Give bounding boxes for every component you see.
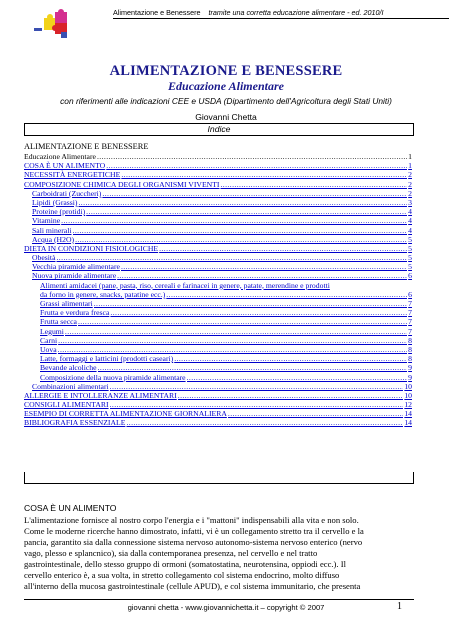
toc-leader-dots [98,363,408,372]
toc-entry[interactable] [24,363,412,372]
toc-entry-page: 8 [408,344,412,354]
document-title: ALIMENTAZIONE E BENESSERE [109,63,343,79]
toc-entry-label: Latte, formaggi e latticini (prodotti caseari) [40,354,174,364]
toc-entry[interactable] [24,336,412,345]
toc-entry-label: Uova [40,344,57,354]
toc-entry-label: Bevande alcoliche [40,363,97,373]
toc-entry-label: Vitamine [32,216,61,226]
body-line: vago, plesso e splancnico), sia dalla contemporanea presenza, nel cervello e nel tratto [24,548,318,558]
toc-leader-dots [58,345,408,354]
toc-entry-page: 9 [408,363,412,373]
toc-entry-label: da forno in genere, snacks, patatine ecc.) [40,289,166,299]
toc-leader-dots [56,253,407,262]
toc-leader-dots [110,400,404,409]
toc-leader-dots [78,198,407,207]
footer-divider [24,599,414,600]
toc-entry[interactable] [24,189,412,198]
document-author: Giovanni Chetta [195,112,257,122]
toc-entry[interactable] [24,262,412,271]
toc-entry-label: Nuova piramide alimentare [32,271,117,281]
toc-entry-page: 7 [408,299,412,308]
toc-entry[interactable] [24,216,412,225]
toc-leader-dots [102,189,407,198]
toc-entry-label: NECESSITÀ ENERGETICHE [24,170,121,180]
toc-leader-dots [121,262,407,271]
toc-entry[interactable] [24,244,412,253]
toc-entry-page: 14 [404,418,412,428]
toc-entry-page: 3 [408,197,412,207]
toc-leader-dots [159,244,407,253]
toc-entry-page: 8 [408,335,412,345]
toc-leader-dots [121,170,407,179]
toc-leader-dots [117,271,407,280]
toc-entry-page: 4 [408,216,412,226]
toc-leader-dots [97,152,407,161]
toc-entry[interactable] [24,327,412,336]
page-number: 1 [397,601,402,612]
toc-entry-page: 8 [408,354,412,364]
toc-entry-label: Proteine (protidi) [32,207,86,217]
toc-entry-page: 1 [408,161,412,171]
body-line: cervello enterico è, a sua volta, in stretto collegamento col sistema endocrino, molto diffuso [24,570,340,580]
toc-entry[interactable] [24,354,412,363]
toc-entry[interactable] [24,281,412,290]
body-line: all'interno della mucosa gastrointestinale (cellule APUD), e col sistema immunitario, che presenta [24,581,361,591]
toc-leader-dots [174,354,407,363]
toc-entry-page: 5 [408,243,412,253]
toc-entry-page: 10 [404,390,412,400]
toc-entry-page: 6 [408,289,412,299]
header-subtitle: tramite una corretta educazione alimentare - ed. 2010/I [208,8,384,17]
toc-entry-label: Grassi alimentari [40,299,93,308]
toc-entry-page: 4 [408,225,412,235]
toc-entry[interactable] [24,198,412,207]
toc-entry[interactable] [24,161,412,170]
toc-entry[interactable] [24,409,412,418]
body-line: Come le moderne ricerche hanno dimostrato, infatti, vi è un collegamento stretto tra il cervello e la [24,526,364,536]
toc-entry-page: 7 [408,317,412,327]
puzzle-logo-icon [31,8,73,42]
header-title: Alimentazione e Benessere [113,8,201,17]
toc-entry-page: 5 [408,262,412,272]
toc-leader-dots [126,418,403,427]
toc-entry-page: 9 [408,372,412,382]
document-references: con riferimenti alle indicazioni CEE e USDA (Dipartimento dell'Agricoltura degli Stati Uniti) [60,96,392,106]
toc-leader-dots [178,391,404,400]
toc-entry[interactable] [24,345,412,354]
toc-entry-label: ESEMPIO DI CORRETTA ALIMENTAZIONE GIORNALIERA [24,409,227,419]
toc-entry[interactable] [24,207,412,216]
toc-entry-page: 1 [408,152,412,161]
toc-entry[interactable] [24,253,412,262]
toc-entry-label: Composizione della nuova piramide alimentare [40,372,186,382]
toc-entry-label: COMPOSIZIONE CHIMICA DEGLI ORGANISMI VIVENTI [24,179,220,189]
toc-entry[interactable] [24,290,412,299]
toc-entry[interactable] [24,271,412,280]
toc-entry[interactable] [24,400,412,409]
toc-entry[interactable] [24,226,412,235]
toc-entry[interactable] [24,382,412,391]
toc-entry-page: 14 [404,409,412,419]
toc-entry[interactable] [24,373,412,382]
section-body [24,515,416,592]
document-subtitle: Educazione Alimentare [168,79,284,93]
toc-entry-label: Frutta secca [40,317,77,327]
toc-entry-page: 7 [408,308,412,318]
toc-entry-label: Vecchia piramide alimentare [32,262,120,272]
toc-entry-label: COSA È UN ALIMENTO [24,161,106,171]
toc-leader-dots [187,373,408,382]
toc-leader-dots [166,290,407,299]
toc-entry-page: 5 [408,234,412,244]
toc-entry-page: 2 [408,170,412,180]
toc-entry[interactable] [24,180,412,189]
toc-entry-label: BIBLIOGRAFIA ESSENZIALE [24,418,126,428]
toc-leader-dots [75,235,407,244]
body-line: gastrointestinale, dello stesso gruppo di ormoni (somatostatina, neurotensina, oppiodi ecc.). Il [24,559,346,569]
toc-entry-label: ALLERGIE E INTOLLERANZE ALIMENTARI [24,390,177,400]
toc-entry-label: Combinazioni alimentari [32,381,109,391]
toc-entry-label: Carni [40,335,58,345]
toc-leader-dots [58,336,407,345]
toc-entry[interactable] [24,235,412,244]
toc-entry-label: Educazione Alimentare [24,152,96,161]
toc-entry-page: 4 [408,207,412,217]
toc-entry-page: 5 [408,253,412,263]
toc-entry-page: 10 [404,381,412,391]
toc-entry-label: Carboidrati (Zuccheri) [32,188,102,198]
toc-entry-label: DIETA IN CONDIZIONI FISIOLOGICHE [24,243,159,253]
toc-entry-page: 7 [408,326,412,336]
footer-text: giovanni chetta - www.giovannichetta.it – copyright © 2007 [127,603,325,612]
toc-leader-dots [94,299,407,308]
toc-entry-label: Acqua (H2O) [32,234,75,244]
toc-entry-page: 2 [408,188,412,198]
toc-leader-dots [106,161,407,170]
toc-leader-dots [110,308,407,317]
toc-entry-page: 2 [408,179,412,189]
toc-leader-dots [110,382,404,391]
toc-entry[interactable] [24,317,412,326]
toc-entry-label: Sali minerali [32,225,72,235]
index-label: Indice [24,123,414,136]
toc-entry[interactable] [24,391,412,400]
toc-entry-page: 6 [408,271,412,281]
section-title: COSA È UN ALIMENTO [24,503,117,513]
toc-entry-label: Frutta e verdura fresca [40,308,110,318]
running-header [113,8,449,17]
toc-heading: ALIMENTAZIONE E BENESSERE [24,142,149,151]
toc-entry-label: Legumi [40,326,64,336]
toc-entry-page: 12 [404,400,412,410]
toc-entry [24,152,412,161]
body-line: L'alimentazione fornisce al nostro corpo l'energia e i "mattoni" indispensabili alla vita e non solo. [24,515,359,525]
toc-entry[interactable] [24,299,412,308]
toc-leader-dots [73,226,408,235]
toc-entry[interactable] [24,170,412,179]
toc-entry-label: CONSIGLI ALIMENTARI [24,400,109,410]
toc-bottom-border [24,472,414,484]
toc-leader-dots [228,409,403,418]
toc-leader-dots [86,207,407,216]
toc-entry-label: Lipidi (Grassi) [32,197,78,207]
table-of-contents [24,152,412,428]
toc-leader-dots [61,216,407,225]
header-divider [113,18,449,19]
toc-entry[interactable] [24,308,412,317]
toc-leader-dots [65,327,407,336]
toc-leader-dots [78,317,407,326]
toc-entry-label: Obesità [32,253,56,263]
toc-entry[interactable] [24,418,412,427]
body-line: pancia, garantito sia dalla connessione sistema nervoso autonomo-sistema nervoso enterico (nervo [24,537,363,547]
toc-entry-label: Alimenti amidacei (pane, pasta, riso, cereali e farinacei in genere, patate, merendine e prodotti [40,280,330,290]
toc-leader-dots [220,180,407,189]
